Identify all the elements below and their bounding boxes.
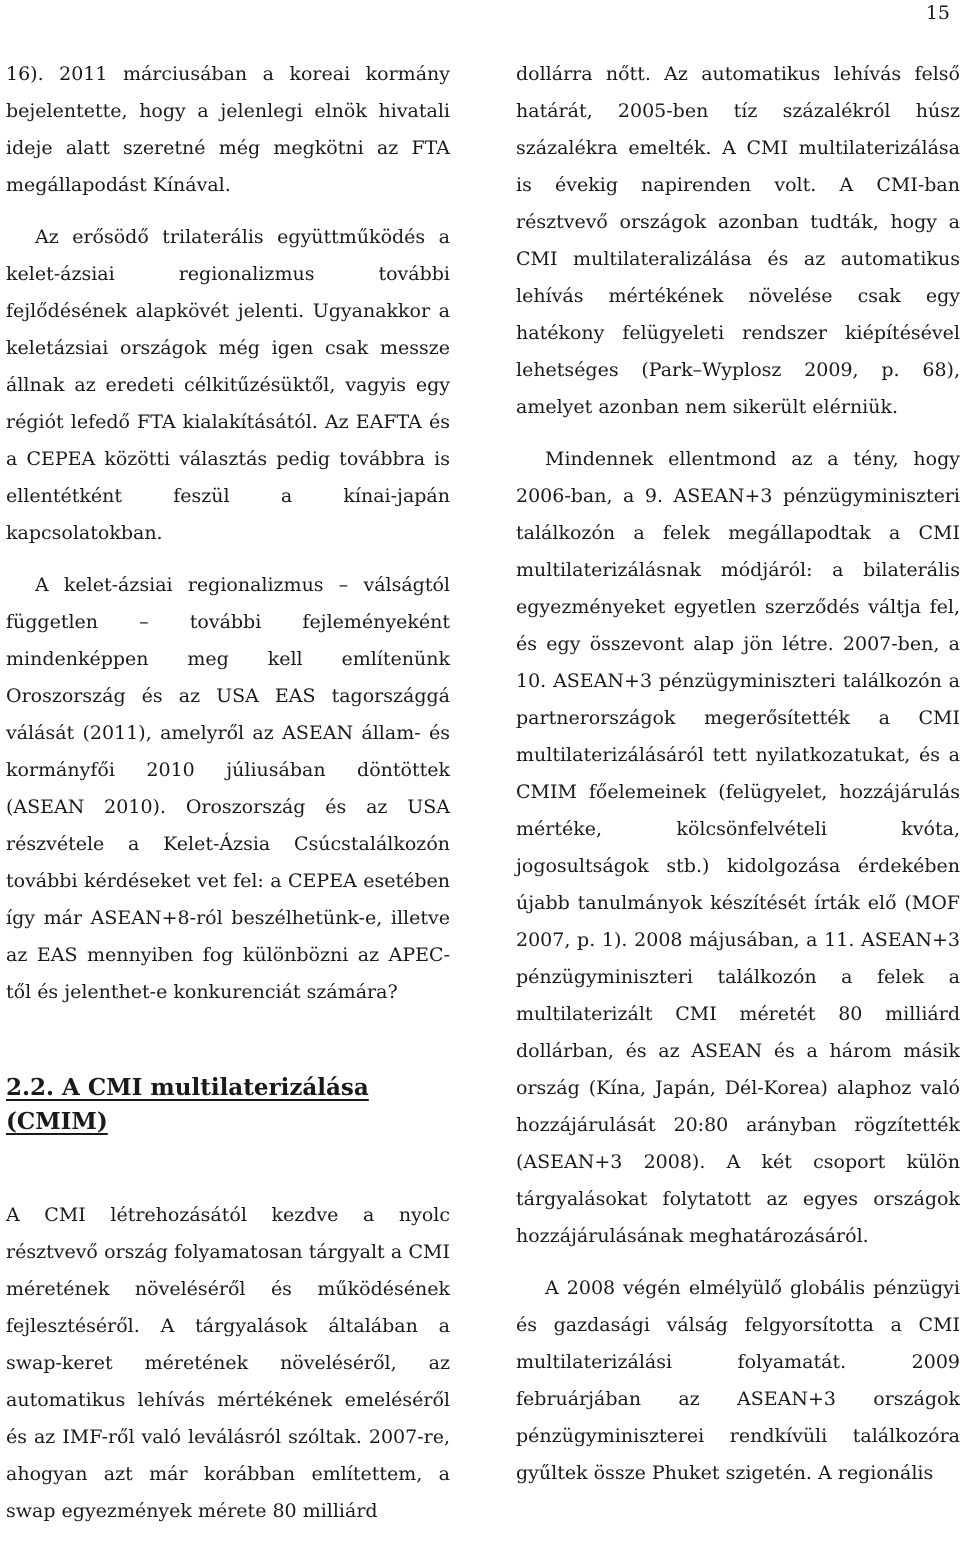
right-column	[516, 56, 960, 1507]
paragraph: Mindennek ellentmond az a tény, hogy 2006-ban, a 9. ASEAN+3 pénzügyminiszteri találkozón a felek megállapodtak a CMI multilaterizálásnak módjáról: a bilaterális egyezményeket egyetlen szerződés váltja fel, és egy összevont alap jön létre. 2007-ben, a 10. ASEAN+3 pénzügyminiszteri találkozón a partnerországok megerősítették a CMI multilaterizálásáról tett nyilatkozatukat, és a CMIM főelemeinek (felügyelet, hozzájárulás mértéke, kölcsönfelvételi kvóta, jogosultságok stb.) kidolgozása érdekében újabb tanulmányok készítését írták elő (MOF 2007, p. 1). 2008 májusában, a 11. ASEAN+3 pénzügyminiszteri találkozón a felek a multilaterizált CMI méretét 80 milliárd dollárban, és az ASEAN és a három másik ország (Kína, Japán, Dél-Korea) alaphoz való hozzájárulását 20:80 arányban rögzítették (ASEAN+3 2008). A két csoport külön tárgyalásokat folytatott az egyes országok hozzájárulásának meghatározásáról.	[516, 448, 960, 1247]
paragraph: 16). 2011 márciusában a koreai kormány bejelentette, hogy a jelenlegi elnök hivatali ideje alatt szeretné még megkötni az FTA megállapodást Kínával.	[6, 63, 450, 196]
paragraph: Az erősödő trilaterális együttműködés a kelet-ázsiai regionalizmus további fejlődésének alapkövét jelenti. Ugyanakkor a keletázsiai országok még igen csak messze állnak az eredeti célkitűzésüktől, vagyis egy régiót lefedő FTA kialakításától. Az EAFTA és a CEPEA közötti választás pedig továbbra is ellentétként feszül a kínai-japán kapcsolatokban.	[6, 226, 450, 544]
paragraph: A CMI létrehozásától kezdve a nyolc résztvevő ország folyamatosan tárgyalt a CMI méretének növeléséről és működésének fejlesztéséről. A tárgyalások általában a swap-keret méretének növeléséről, az automatikus lehívás mértékének emeléséről és az IMF-ről való leválásról szóltak. 2007-re, ahogyan azt már korábban említettem, a swap egyezmények mérete 80 milliárd	[6, 1204, 450, 1522]
page-number: 15	[925, 2, 950, 24]
section-heading: 2.2. A CMI multilaterizálása (CMIM)	[6, 1074, 369, 1135]
paragraph: dollárra nőtt. Az automatikus lehívás felső határát, 2005-ben tíz százalékról húsz százalékra emelték. A CMI multilaterizálása is évekig napirenden volt. A CMI-ban résztvevő országok azonban tudták, hogy a CMI multilateralizálása és az automatikus lehívás mértékének növelése csak egy hatékony felügyeleti rendszer kiépítésével lehetséges (Park–Wyplosz 2009, p. 68), amelyet azonban nem sikerült elérniük.	[516, 63, 960, 418]
paragraph: A kelet-ázsiai regionalizmus – válságtól független – további fejleményeként mindenképpen meg kell említenünk Oroszország és az USA EAS tagországgá válását (2011), amelyről az ASEAN állam- és kormányfői 2010 júliusában döntöttek (ASEAN 2010). Oroszország és az USA részvétele a Kelet-Ázsia Csúcstalálkozón további kérdéseket vet fel: a CEPEA esetében így már ASEAN+8-ról beszélhetünk-e, illetve az EAS mennyiben fog különbözni az APEC-től és jelenthet-e konkurenciát számára?	[6, 574, 450, 1003]
left-column	[6, 56, 450, 1545]
paragraph: A 2008 végén elmélyülő globális pénzügyi és gazdasági válság felgyorsította a CMI multilaterizálási folyamatát. 2009 februárjában az ASEAN+3 országok pénzügyminiszterei rendkívüli találkozóra gyűltek össze Phuket szigetén. A regionális	[516, 1277, 960, 1484]
